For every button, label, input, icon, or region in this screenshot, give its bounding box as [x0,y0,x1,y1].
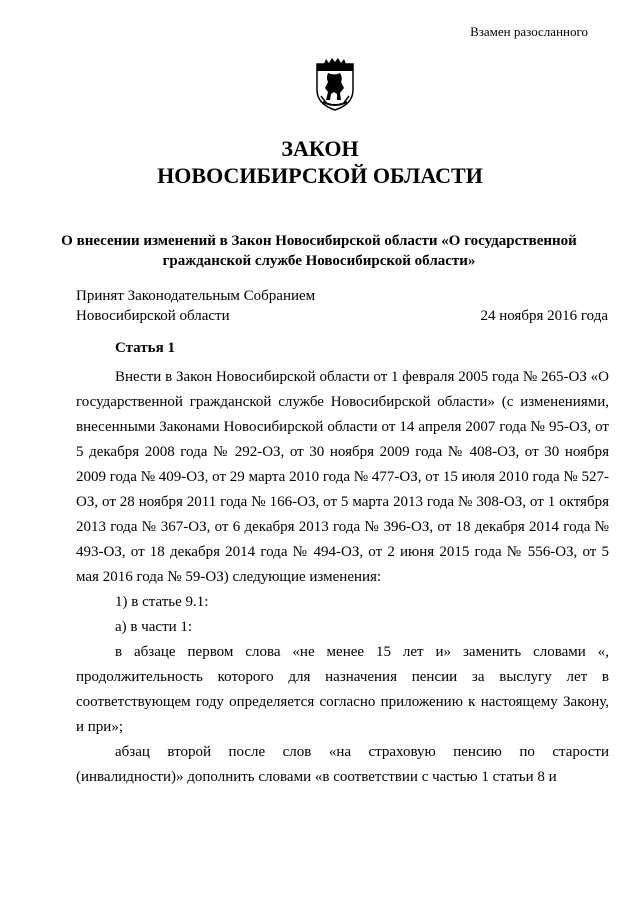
law-title-line-1: ЗАКОН [281,136,359,161]
law-title [0,135,640,189]
coat-of-arms-icon [313,58,357,112]
adoption-line-1: Принят Законодательным Собранием [76,288,316,304]
adoption-line-2: Новосибирской области [76,308,230,324]
law-subject: О внесении изменений в Закон Новосибирской области «О государственной гражданской службе Новосибирской области» [61,233,577,269]
adoption-date: 24 ноября 2016 года [480,308,608,324]
article-heading: Статья 1 [115,340,175,356]
article-paragraph: в абзаце первом слова «не менее 15 лет и» заменить словами «, продолжительность которого для назначения пенсии за выслугу лет в соответствующем году определяется согласно приложению к настоящему Закону, и при»; [76,644,609,735]
article-paragraph: Внести в Закон Новосибирской области от 1 февраля 2005 года № 265-ОЗ «О государственной гражданской службе Новосибирской области» (с изменениями, внесенными Законами Новосибирской области от 14 апреля 2007 года № 95-ОЗ, от 5 декабря 2008 года № 292-ОЗ, от 30 ноября 2009 года № 408-ОЗ, от 30 ноября 2009 года № 409-ОЗ, от 29 марта 2010 года № 477-ОЗ, от 15 июля 2010 года № 527-ОЗ, от 28 ноября 2011 года № 166-ОЗ, от 5 марта 2013 года № 308-ОЗ, от 1 октября 2013 года № 367-ОЗ, от 6 декабря 2013 года № 396-ОЗ, от 18 декабря 2014 года № 493-ОЗ, от 18 декабря 2014 года № 494-ОЗ, от 2 июня 2015 года № 556-ОЗ, от 5 мая 2016 года № 59-ОЗ) следующие изменения: [76,369,609,585]
article-paragraph: 1) в статье 9.1: [115,594,209,610]
replacement-note: Взамен разосланного [470,24,588,39]
adoption-block [76,286,608,326]
article-paragraph: абзац второй после слов «на страховую пенсию по старости (инвалидности)» дополнить словами «в соответствии с частью 1 статьи 8 и [76,744,609,785]
article-paragraph: а) в части 1: [115,619,193,635]
law-title-line-2: НОВОСИБИРСКОЙ ОБЛАСТИ [157,163,483,188]
article-body [76,365,609,790]
